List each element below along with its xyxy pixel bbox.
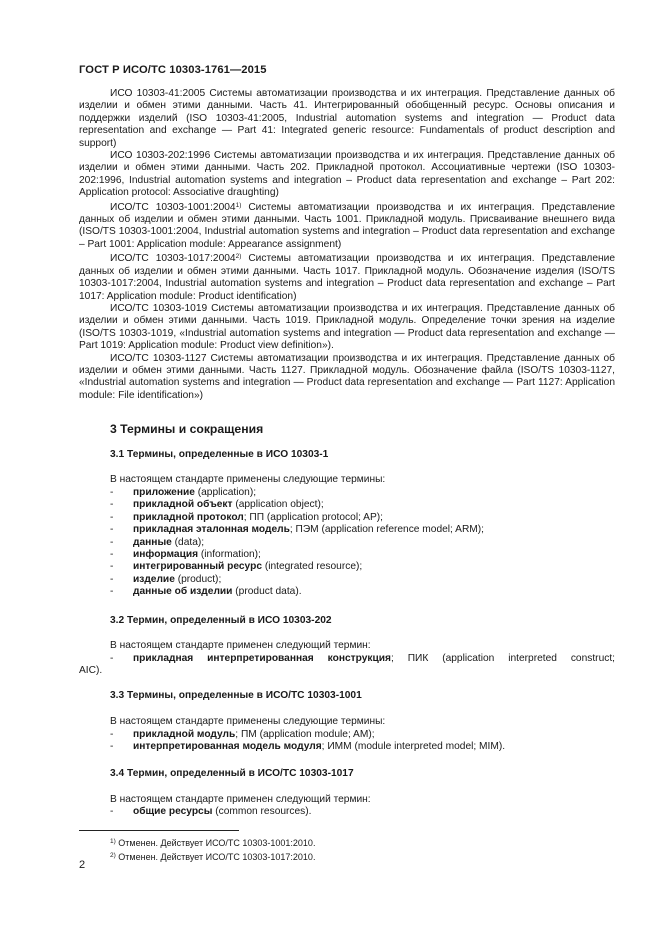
term-item: - прикладной объект (application object);: [110, 499, 324, 511]
term-name: прикладной объект: [133, 499, 233, 511]
footnote: $^{1)}$ Отменен. Действует ИСО/ТС 10303-1001:2010.: [110, 838, 316, 848]
reference-text: Системы автоматизации производства и их интеграция. Представление данных об изделии и обмен этими данными. Часть 1017. Прикладной модуль. Обозначение изделия (ISO/TS 10303-1017:2004, Industrial automation systems and integration – Product data representation and exchange – Part 1017: Application module: Product identification): [79, 253, 615, 302]
reference-code: ИСО/ТС 10303-1001:2004: [110, 201, 236, 213]
reference-item: ИСО/ТС 10303-1127 Системы автоматизации производства и их интеграция. Представление данных об изделии и обмен этими данными. Часть 1127. Прикладной модуль. Обозначение файла (ISO/TS 10303-1127, «Industrial automation systems and integration — Product data representation and exchange — Part 1127: Application module: File identification»): [79, 352, 615, 401]
term-name: приложение: [133, 487, 195, 498]
term-item: - данные об изделии (product data).: [110, 586, 302, 598]
page-header: ГОСТ Р ИСО/ТС 10303-1761—2015: [79, 64, 267, 76]
term-item: - прикладная интерпретированная конструкция; ПИК (application interpreted construct;: [110, 653, 615, 664]
subsection-intro: В настоящем стандарте применены следующие термины:: [110, 474, 386, 485]
footnote-mark[interactable]: 2): [235, 253, 242, 261]
term-name: данные об изделии: [133, 586, 233, 598]
term-item: - интерпретированная модель модуля; ИММ (module interpreted model; MIM).: [110, 741, 506, 753]
reference-text: Системы автоматизации производства и их интеграция. Представление данных об изделии и обмен этими данными. Часть 1001. Прикладной модуль. Присваивание внешнего вида (ISO/TS 10303-1001:2004, Industrial automation systems and integration – Product data representation and exchange – Part 1001: Application module: Appearance assignment): [79, 201, 615, 250]
section-title: 3 Термины и сокращения: [110, 422, 264, 436]
term-item: - прикладной модуль; ПМ (application module; AM);: [110, 729, 375, 740]
term-list-3-3: [79, 729, 615, 754]
term-continuation: AIC).: [79, 665, 103, 677]
term-name: изделие: [133, 573, 175, 585]
term-item: - приложение (application);: [110, 487, 257, 498]
term-name: интерпретированная модель модуля: [133, 741, 322, 753]
term-item: - данные (data);: [110, 536, 205, 548]
subsection-intro: В настоящем стандарте применен следующий термин:: [110, 794, 371, 805]
reference-item: ИСО 10303-41:2005 Системы автоматизации производства и их интеграция. Представление данных об изделии и обмен этими данными. Часть 41. Интегрированный обобщенный ресурс. Основы описания и поддержки изделий (ISO 10303-41:2005, Industrial automation systems and integration — Product data representation and exchange — Part 41: Integrated generic resource: Fundamentals of product description and support): [79, 88, 615, 149]
subsection-title-3-4: 3.4 Термин, определенный в ИСО/ТС 10303-1017: [110, 768, 354, 779]
term-name: информация: [133, 549, 199, 561]
subsection-title-3-2: 3.2 Термин, определенный в ИСО 10303-202: [110, 615, 332, 626]
normative-references: [79, 88, 615, 402]
footnote-mark[interactable]: 1): [235, 201, 242, 209]
subsection-intro: В настоящем стандарте применен следующий термин:: [110, 640, 371, 651]
reference-item: [79, 251, 615, 303]
term-name: общие ресурсы: [133, 806, 213, 817]
reference-item: ИСО/ТС 10303-1019 Системы автоматизации производства и их интеграция. Представление данных об изделии и обмен этими данными. Часть 1019. Прикладной модуль. Определение точки зрения на изделие (ISO/TS 10303-1019, «Industrial automation systems and integration — Product data representation and exchange — Part 1019: Application module: Product view definition»).: [79, 302, 615, 352]
term-list-3-4: [79, 806, 615, 818]
reference-item: ИСО 10303-202:1996 Системы автоматизации производства и их интеграция. Представление данных об изделии и обмен этими данными. Часть 202. Прикладной протокол. Ассоциативные чертежи (ISO 10303-202:1996, Industrial automation systems and integration – Product data representation and exchange – Part 202: Application protocol: Associative draughting): [79, 150, 615, 199]
footnotes: [110, 836, 315, 863]
term-list-3-1: [79, 487, 615, 599]
term-name: прикладной протокол: [133, 511, 244, 523]
term-list-3-2: [79, 653, 615, 678]
page-number: 2: [79, 859, 86, 871]
subsection-title-3-3: 3.3 Термины, определенные в ИСО/ТС 10303-1001: [110, 690, 362, 701]
term-item: - прикладная эталонная модель; ПЭМ (application reference model; ARM);: [110, 524, 485, 536]
reference-item: [79, 200, 615, 252]
footnote: $^{2)}$ Отменен. Действует ИСО/ТС 10303-1017:2010.: [110, 851, 316, 862]
term-item: - изделие (product);: [110, 573, 222, 585]
reference-code: ИСО/ТС 10303-1017:2004: [110, 253, 236, 265]
term-item: - прикладной протокол; ПП (application protocol; AP);: [110, 511, 383, 523]
term-item: - интегрированный ресурс (integrated resource);: [110, 561, 363, 573]
footnote-separator: [79, 830, 239, 831]
term-name: прикладная эталонная модель: [133, 524, 290, 536]
term-name: интегрированный ресурс: [133, 561, 262, 573]
term-name: данные: [133, 536, 172, 548]
subsection-intro: В настоящем стандарте применены следующие термины:: [110, 716, 386, 727]
term-name: прикладной модуль: [133, 729, 236, 740]
term-item: - информация (information);: [110, 549, 261, 561]
term-name: прикладная интерпретированная конструкция: [133, 653, 391, 664]
subsection-title-3-1: 3.1 Термины, определенные в ИСО 10303-1: [110, 449, 329, 460]
term-item: - общие ресурсы (common resources).: [110, 806, 312, 817]
